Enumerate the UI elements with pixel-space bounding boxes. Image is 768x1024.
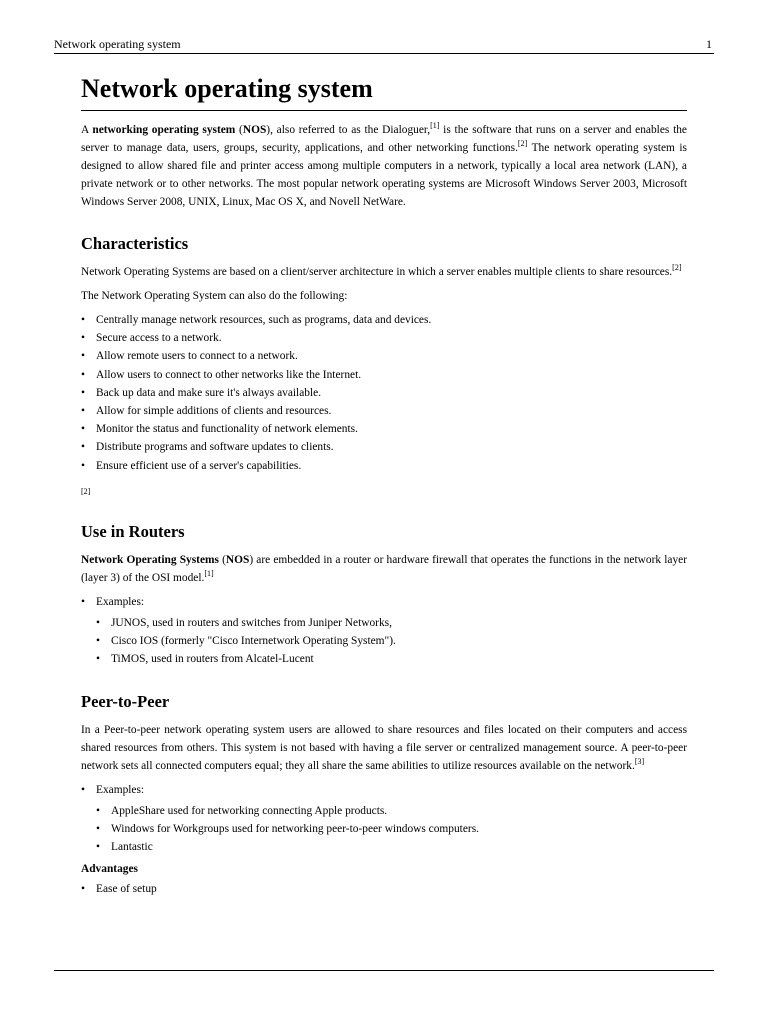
- list-item: • Ensure efficient use of a server's capabilities.: [81, 457, 687, 475]
- page-number: 1: [706, 37, 712, 51]
- advantages-heading: Advantages: [81, 863, 138, 876]
- intro-text: is the software that runs on a server and enables the server to manage data, users, groups, security, applications, and other networking functions.: [81, 124, 687, 154]
- list-item: • Lantastic: [96, 838, 687, 856]
- section-heading-routers: Use in Routers: [81, 521, 185, 541]
- paragraph-text: (: [218, 553, 226, 566]
- examples-label: Examples:: [96, 783, 145, 796]
- citation-link[interactable]: [1]: [430, 121, 440, 131]
- list-item: • Monitor the status and functionality of network elements.: [81, 420, 687, 438]
- list-item: • Secure access to a network.: [81, 329, 687, 347]
- intro-abbr-bold: NOS: [242, 124, 267, 136]
- page-header: [54, 33, 714, 54]
- intro-text: The network operating system is designed to allow shared file and printer access among multiple computers in a network, typically a local area network (LAN), a private network or to other networks. The most popular network operating systems are Microsoft Windows Server 2003, Microsoft Windows Server 2008, UNIX, Linux, Mac OS X, and Novell NetWare.: [81, 142, 687, 208]
- advantages-list: [81, 880, 687, 898]
- list-item: • Distribute programs and software updates to clients.: [81, 438, 687, 456]
- routers-examples-list: [96, 614, 687, 669]
- paragraph-text: Network Operating Systems are based on a client/server architecture in which a server enables multiple clients to share resources.: [81, 266, 673, 278]
- citation-link[interactable]: [2]: [81, 486, 91, 496]
- characteristics-list: [81, 311, 687, 475]
- citation-link[interactable]: [1]: [204, 569, 214, 579]
- running-header-title: Network operating system: [54, 37, 181, 51]
- intro-text: (: [235, 124, 243, 136]
- citation-link[interactable]: [2]: [672, 263, 682, 273]
- list-item: • Allow remote users to connect to a network.: [81, 347, 687, 365]
- section-heading-characteristics: Characteristics: [81, 234, 189, 253]
- examples-label: Examples:: [96, 595, 145, 608]
- characteristics-lead: The Network Operating System can also do the following:: [81, 290, 348, 302]
- list-item: • Windows for Workgroups used for networking peer-to-peer windows computers.: [96, 820, 687, 838]
- characteristics-paragraph: [81, 263, 687, 281]
- p2p-examples-list: [96, 802, 687, 857]
- intro-paragraph: [81, 121, 687, 211]
- list-item: • Ease of setup: [81, 880, 687, 898]
- list-item: • Allow users to connect to other networks like the Internet.: [81, 366, 687, 384]
- list-item: • TiMOS, used in routers from Alcatel-Lucent: [96, 650, 687, 668]
- routers-list: [81, 593, 687, 669]
- citation-link[interactable]: [3]: [634, 756, 645, 766]
- routers-paragraph: [81, 551, 687, 587]
- list-item: • Centrally manage network resources, such as programs, data and devices.: [81, 311, 687, 329]
- section-heading-peer-to-peer: Peer-to-Peer: [81, 691, 170, 711]
- paragraph-text: ) are embedded in a router or hardware firewall that operates the functions in the network layer (layer 3) of the OSI model.: [81, 553, 687, 584]
- list-item: [81, 593, 687, 669]
- p2p-paragraph: [81, 721, 687, 775]
- p2p-list: [81, 781, 687, 857]
- list-item: • Cisco IOS (formerly "Cisco Internetwork Operating System").: [96, 632, 687, 650]
- intro-text: ), also referred to as the Dialoguer,: [266, 124, 431, 136]
- routers-abbr-bold: NOS: [225, 553, 250, 566]
- citation-link[interactable]: [2]: [517, 139, 528, 149]
- footer-rule: [54, 970, 714, 971]
- routers-term-bold: Network Operating Systems: [81, 553, 219, 566]
- intro-term-bold: networking operating system: [92, 124, 236, 136]
- list-item: • Allow for simple additions of clients and resources.: [81, 402, 687, 420]
- intro-text: A: [81, 124, 93, 136]
- article-body: [81, 72, 687, 903]
- list-item: • Back up data and make sure it's always available.: [81, 384, 687, 402]
- article-title: Network operating system: [81, 72, 687, 111]
- list-item: [81, 781, 687, 857]
- list-item: • JUNOS, used in routers and switches from Juniper Networks,: [96, 614, 687, 632]
- paragraph-text: In a Peer-to-peer network operating system users are allowed to share resources and files located on their computers and access shared resources from others. This system is not based with having a file server or centralized management source. A peer-to-peer network sets all connected computers equal; they all share the same abilities to utilize resources available on the network.: [81, 723, 687, 772]
- list-item: • AppleShare used for networking connecting Apple products.: [96, 802, 687, 820]
